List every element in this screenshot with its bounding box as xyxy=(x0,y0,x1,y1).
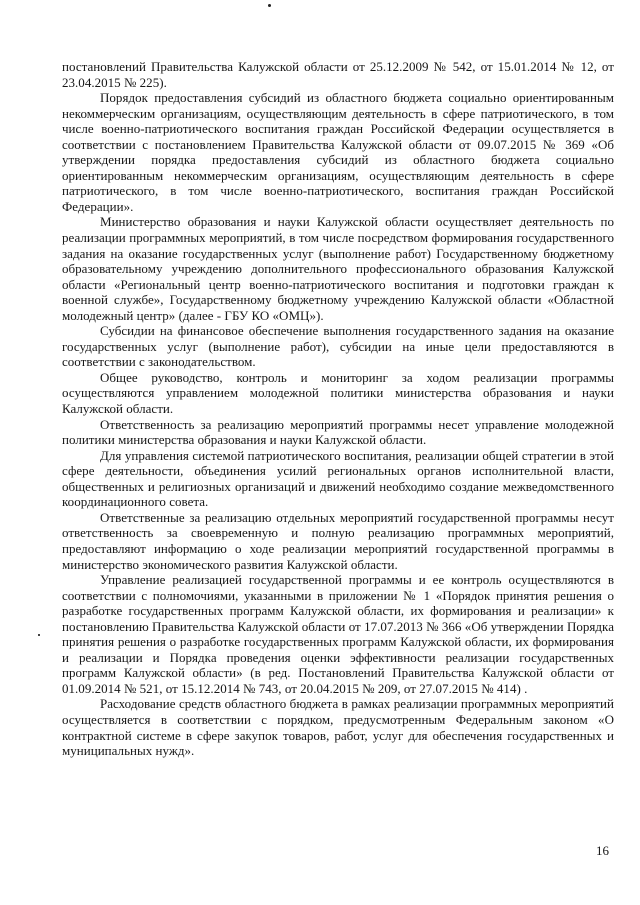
document-body xyxy=(62,59,614,759)
paragraph-subsidy-procedure: Порядок предоставления субсидий из областного бюджета социально ориентированным некоммерческим организациям, осуществляющим деятельность в сфере патриотического, в том числе военно-патриотического воспитания граждан Российской Федерации осуществляется в соответствии с постановлением Правительства Калужской области от 09.07.2015 № 369 «Об утверждении порядка предоставления субсидий из областного бюджета социально ориентированным некоммерческим организациям, осуществляющим деятельность в сфере патриотического, в том числе военно-патриотического, воспитания граждан Российской Федерации». xyxy=(62,90,614,214)
paragraph-continuation: постановлений Правительства Калужской области от 25.12.2009 № 542, от 15.01.2014 № 12, от 23.04.2015 № 225). xyxy=(62,59,614,90)
scan-margin-mark xyxy=(38,634,40,636)
paragraph-program-control: Управление реализацией государственной программы и ее контроль осуществляются в соответствии с полномочиями, указанными в приложении № 1 «Порядок принятия решения о разработке государственных программ Калужской области, их формирования и реализации» к постановлению Правительства Калужской области от 17.07.2013 № 366 «Об утверждении Порядка принятия решения о разработке государственных программ Калужской области, их формирования и реализации и Порядка проведения оценки эффективности реализации государственных программ Калужской области» (в ред. Постановлений Правительства Калужской области от 01.09.2014 № 521, от 15.12.2014 № 743, от 20.04.2015 № 209, от 27.07.2015 № 414) . xyxy=(62,572,614,696)
paragraph-responsible-executors: Ответственные за реализацию отдельных мероприятий государственной программы несут ответственность за своевременную и полную реализацию программных мероприятий, предоставляют информацию о ходе реализации мероприятий государственной программы в министерство экономического развития Калужской области. xyxy=(62,509,614,572)
scan-speck xyxy=(268,4,271,7)
paragraph-ministry-activity: Министерство образования и науки Калужской области осуществляет деятельность по реализации программных мероприятий, в том числе посредством формирования государственного задания на оказание государственных услуг (выполнение работ) Государственному бюджетному образовательному учреждению дополнительного профессионального образования Калужской области «Региональный центр военно-патриотического воспитания и подготовки граждан к военной службе», Государственному бюджетному учреждению Калужской области «Областной молодежный центр» (далее - ГБУ КО «ОМЦ»). xyxy=(62,214,614,323)
paragraph-coordination-council: Для управления системой патриотического воспитания, реализации общей стратегии в этой сфере деятельности, объединения усилий региональных органов исполнительной власти, общественных и религиозных организаций и движений необходимо создание межведомственного координационного совета. xyxy=(62,447,614,510)
paragraph-subsidy-financing: Субсидии на финансовое обеспечение выполнения государственного задания на оказание государственных услуг (выполнение работ), субсидии на иные цели предоставляются в соответствии с законодательством. xyxy=(62,323,614,370)
paragraph-general-management: Общее руководство, контроль и мониторинг за ходом реализации программы осуществляются управлением молодежной политики министерства образования и науки Калужской области. xyxy=(62,369,614,417)
paragraph-responsibility: Ответственность за реализацию мероприятий программы несет управление молодежной политики министерства образования и науки Калужской области. xyxy=(62,416,614,448)
paragraph-budget-spending: Расходование средств областного бюджета в рамках реализации программных мероприятий осуществляется в соответствии с порядком, предусмотренным Федеральным законом «О контрактной системе в сфере закупок товаров, работ, услуг для обеспечения государственных и муниципальных нужд». xyxy=(62,696,614,759)
page-number: 16 xyxy=(596,843,609,858)
